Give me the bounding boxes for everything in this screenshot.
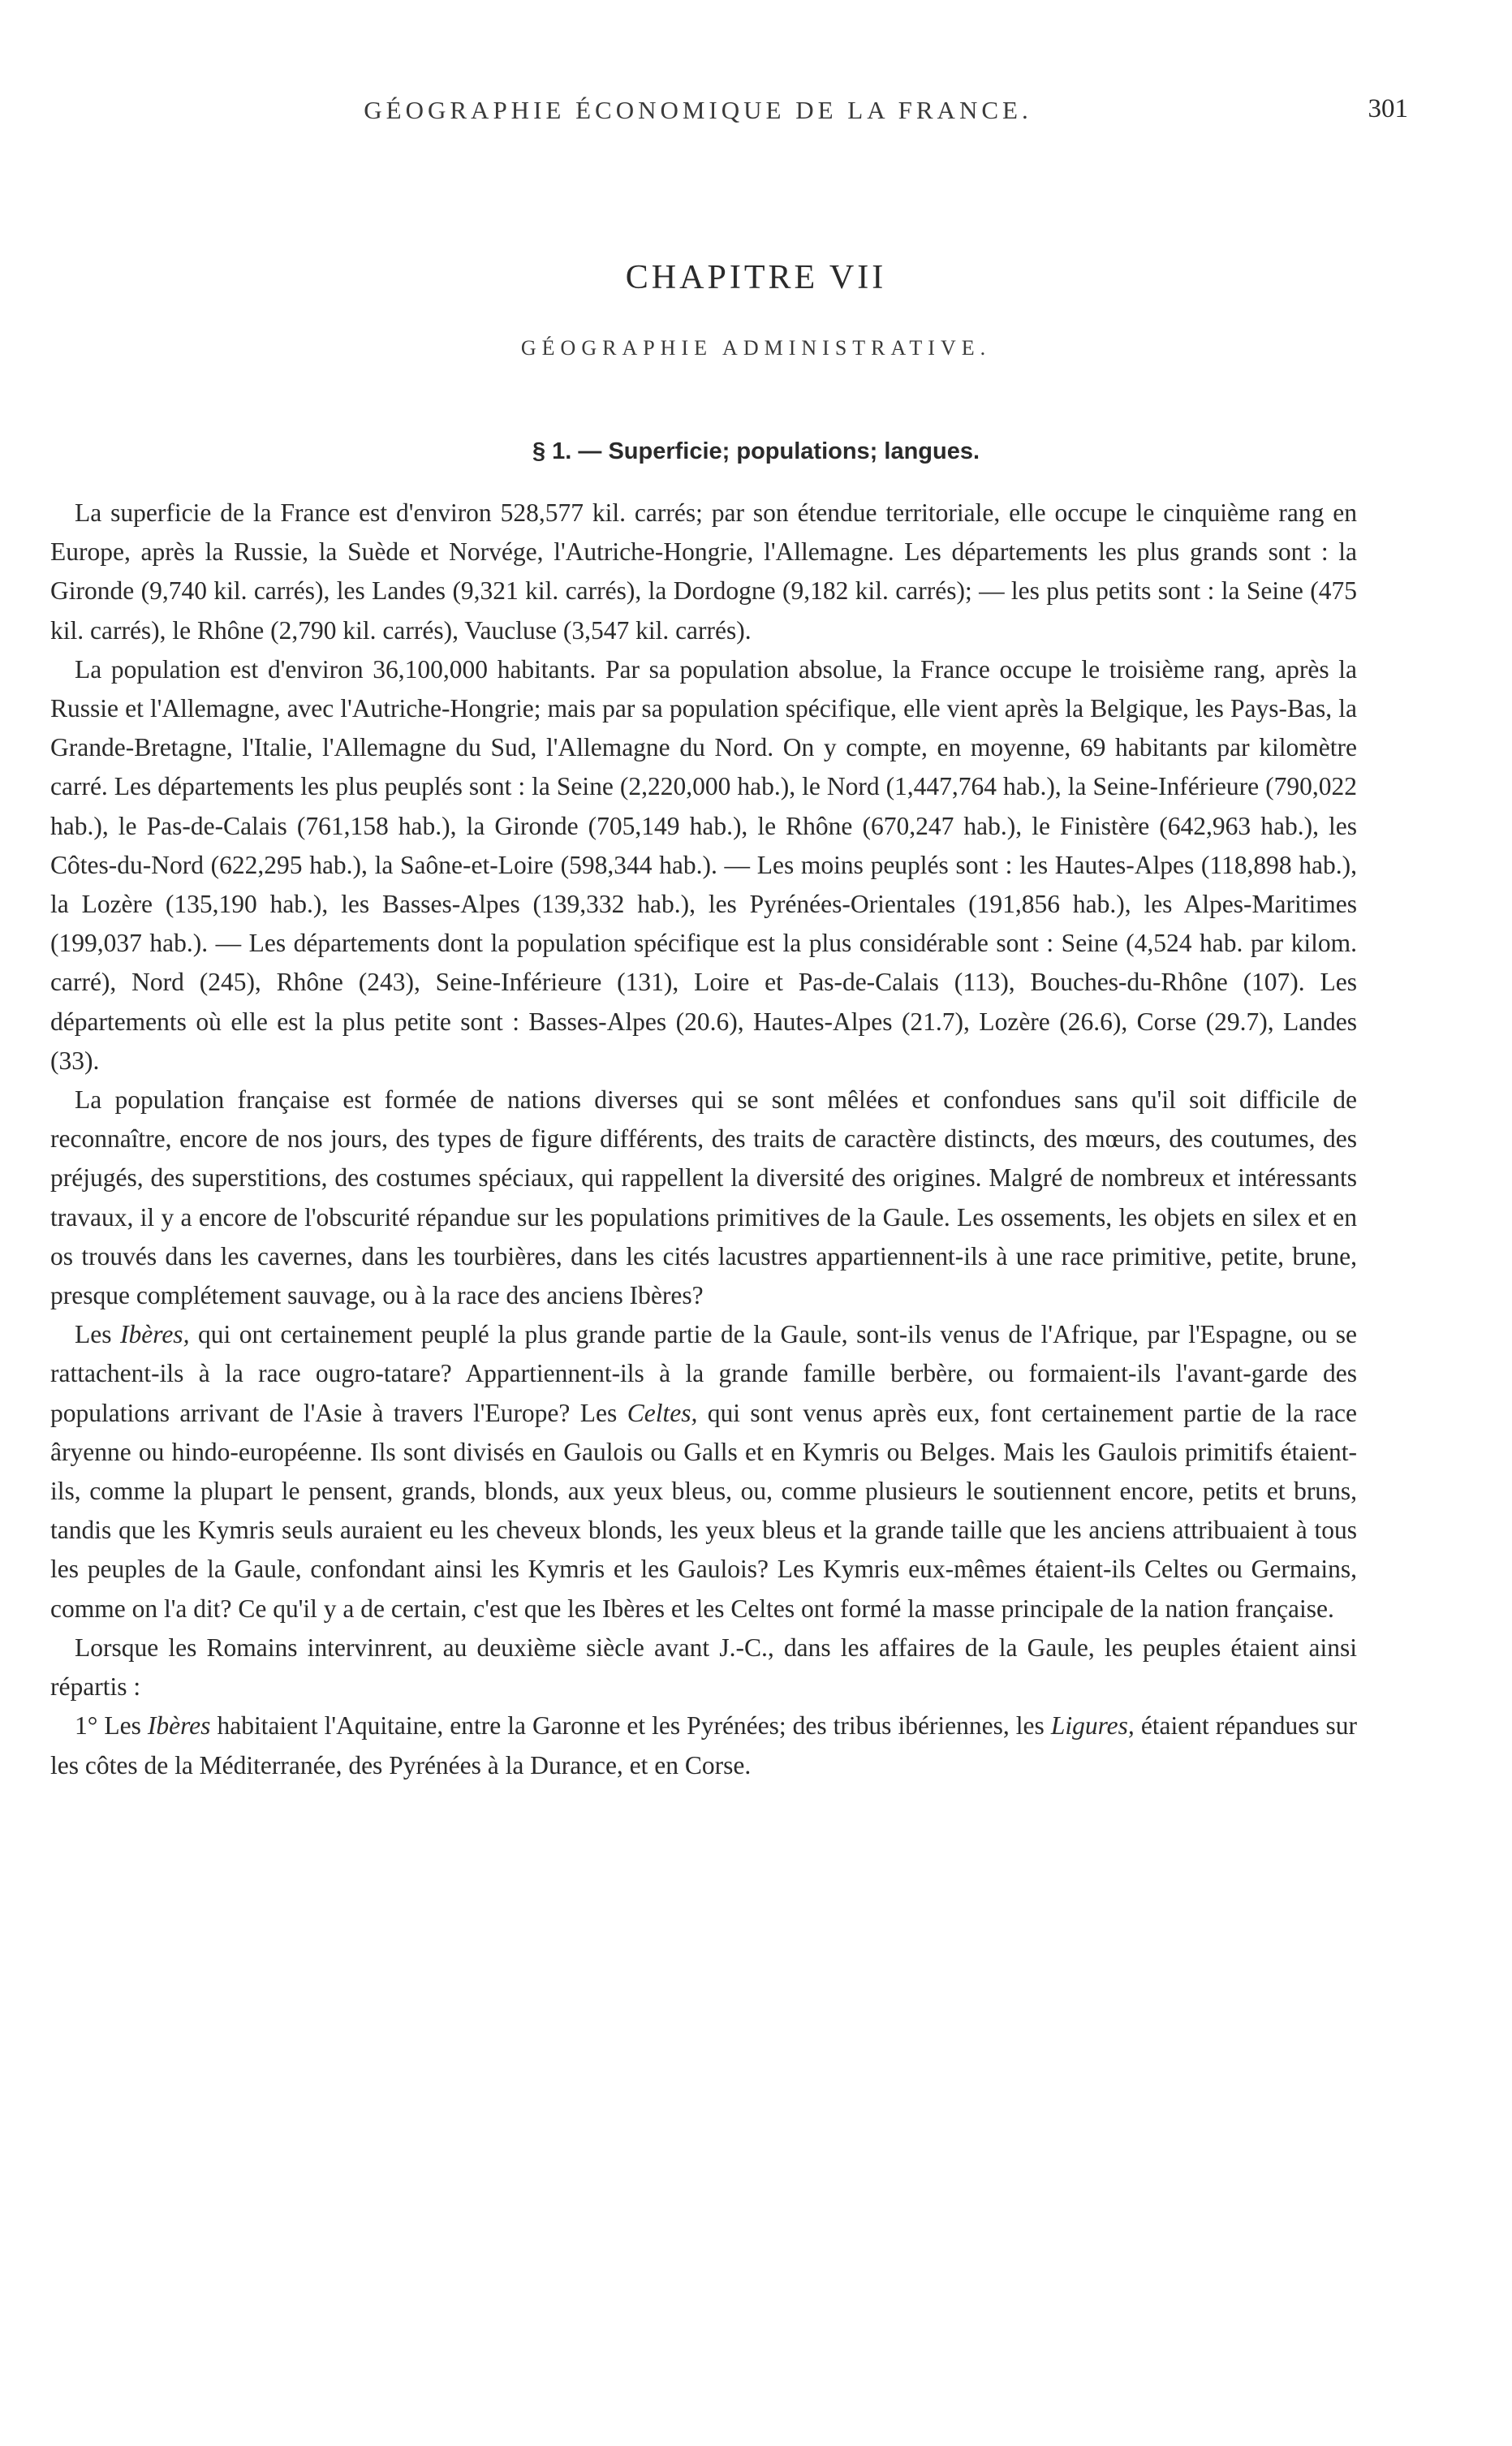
text-run: étaient répandues sur les côtes de la Méditerranée, des Pyrénées à la Durance, et en Corse.	[50, 1711, 1357, 1779]
running-head: GÉOGRAPHIE ÉCONOMIQUE DE LA FRANCE.	[364, 96, 1032, 124]
text-run: habitaient l'Aquitaine, entre la Garonne et les Pyrénées; des tribus ibériennes, les	[210, 1711, 1051, 1741]
italic-term-iberes: Ibères	[147, 1711, 211, 1741]
paragraph-origines: La population française est formée de nations diverses qui se sont mêlées et confondues sans qu'il soit difficile de reconnaître, encore de nos jours, des types de figure différents, des traits de caractère distincts, des mœurs, des coutumes, des préjugés, des superstitions, des costumes spéciaux, qui rappellent la diversité des origines. Malgré de nombreux et intéressants travaux, il y a encore de l'obscurité répandue sur les populations primitives de la Gaule. Les ossements, les objets en silex et en os trouvés dans les cavernes, dans les tourbières, dans les cités lacustres appartiennent-ils à une race primitive, petite, brune, presque complétement sauvage, ou à la race des anciens Ibères?	[50, 1085, 1357, 1310]
section-heading: § 1. — Superficie; populations; langues.	[532, 438, 980, 464]
text-run: qui sont venus après eux, font certainement partie de la race âryenne ou hindo-européenne. Ils sont divisés en Gaulois ou Galls et en Kymris ou Belges. Mais les Gaulois primitifs étaient-ils, comme la plupart le pensent, grands, blonds, aux yeux bleus, ou, comme plusieurs le soutiennent encore, petits et bruns, tandis que les Kymris seuls auraient eu les cheveux blonds, les yeux bleus et la grande taille que les anciens attribuaient à tous les peuples de la Gaule, confondant ainsi les Kymris et les Gaulois? Les Kymris eux-mêmes étaient-ils Celtes ou Germains, comme on l'a dit? Ce qu'il y a de certain, c'est que les Ibères et les Celtes ont formé la masse principale de la nation française.	[50, 1398, 1357, 1623]
text-run: qui ont certainement peuplé la plus grande partie de la Gaule, sont-ils venus de l'Afrique, par l'Espagne, ou se rattachent-ils à la race ougro-tatare? Appartiennent-ils à la grande famille berbère, ou formaient-ils l'avant-garde des populations arrivant de l'Asie à travers l'Europe? Les	[50, 1320, 1358, 1427]
chapter-subtitle: GÉOGRAPHIE ADMINISTRATIVE.	[520, 336, 992, 360]
paragraph-population: La population est d'environ 36,100,000 habitants. Par sa population absolue, la France occupe le troisième rang, après la Russie et l'Allemagne, avec l'Autriche-Hongrie; mais par sa population spécifique, elle vient après la Belgique, les Pays-Bas, la Grande-Bretagne, l'Italie, l'Allemagne du Sud, l'Allemagne du Nord. On y compte, en moyenne, 69 habitants par kilomètre carré. Les départements les plus peuplés sont : la Seine (2,220,000 hab.), le Nord (1,447,764 hab.), la Seine-Inférieure (790,022 hab.), le Pas-de-Calais (761,158 hab.), la Gironde (705,149 hab.), le Rhône (670,247 hab.), le Finistère (642,963 hab.), les Côtes-du-Nord (622,295 hab.), la Saône-et-Loire (598,344 hab.). — Les moins peuplés sont : les Hautes-Alpes (118,898 hab.), la Lozère (135,190 hab.), les Basses-Alpes (139,332 hab.), les Pyrénées-Orientales (191,856 hab.), les Alpes-Maritimes (199,037 hab.). — Les départements dont la population spécifique est la plus considérable sont : Seine (4,524 hab. par kilom. carré), Nord (245), Rhône (243), Seine-Inférieure (131), Loire et Pas-de-Calais (113), Bouches-du-Rhône (107). Les départements où elle est la plus petite sont : Basses-Alpes (20.6), Hautes-Alpes (21.7), Lozère (26.6), Corse (29.7), Landes (33).	[50, 654, 1357, 1075]
chapter-title: CHAPITRE VII	[625, 259, 887, 296]
italic-term-ligures: Ligures,	[1050, 1711, 1135, 1741]
page-number: 301	[1368, 94, 1408, 123]
paragraph-superficie: La superficie de la France est d'environ 528,577 kil. carrés; par son étendue territoriale, elle occupe le cinquième rang en Europe, après la Russie, la Suède et Norvége, l'Autriche-Hongrie, l'Allemagne. Les départements les plus grands sont : la Gironde (9,740 kil. carrés), les Landes (9,321 kil. carrés), la Dordogne (9,182 kil. carrés); — les plus petits sont : la Seine (475 kil. carrés), le Rhône (2,790 kil. carrés), Vaucluse (3,547 kil. carrés).	[50, 498, 1357, 645]
text-run: Les	[75, 1320, 121, 1349]
text-run: 1° Les	[75, 1711, 148, 1741]
italic-term-celtes: Celtes,	[627, 1398, 698, 1427]
paragraph-repartition-1	[50, 1706, 1357, 1784]
paragraph-romains: Lorsque les Romains intervinrent, au deuxième siècle avant J.-C., dans les affaires de la Gaule, les peuples étaient ainsi répartis :	[50, 1633, 1357, 1702]
body-text	[50, 494, 1357, 1785]
italic-term-iberes: Ibères,	[120, 1320, 190, 1349]
paragraph-iberes-celtes	[50, 1315, 1357, 1629]
